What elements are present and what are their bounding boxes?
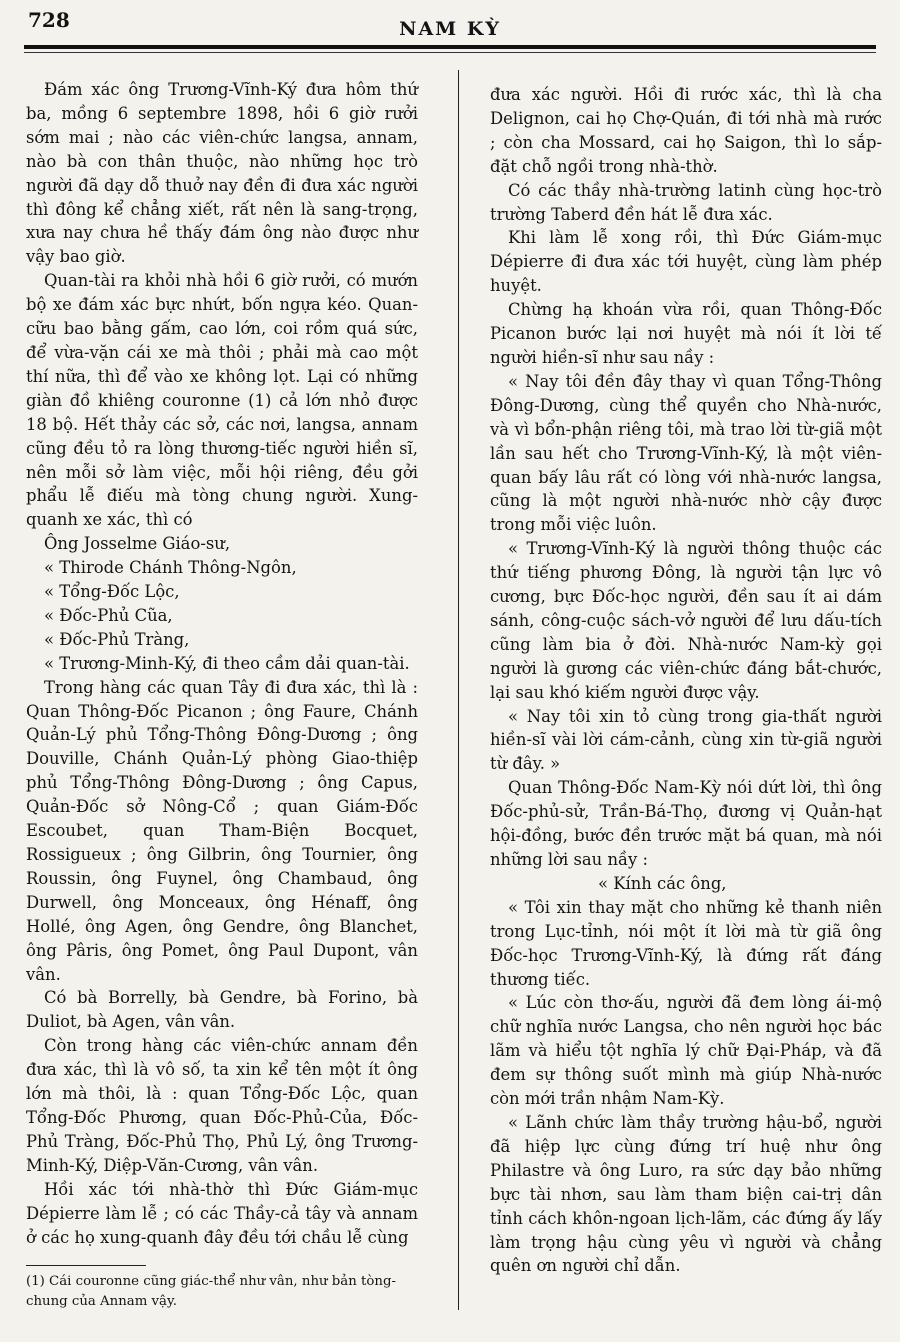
quoted-paragraph: « Tôi xin thay mặt cho những kẻ thanh niên trong Lục-tỉnh, nói một ít lời mà từ giã ông Đốc-học Trương-Vĩnh-Ký, là đứng rất đáng thương tiếc. xyxy=(490,897,882,989)
footnote-rule xyxy=(26,1265,146,1266)
paragraph: Có các thầy nhà-trường latinh cùng học-trò trường Taberd đền hát lễ đưa xác. xyxy=(490,180,882,224)
paragraph: đưa xác người. Hồi đi rước xác, thì là cha Delignon, cai họ Chợ-Quán, đi tới nhà mà rước ; còn cha Mossard, cai họ Saigon, thì lo sắp-đặt chỗ ngồi trong nhà-thờ. xyxy=(490,85,882,176)
header-rule-thin xyxy=(24,52,876,53)
running-title: NAM KỲ xyxy=(399,18,501,40)
page-header xyxy=(0,0,900,56)
paragraph: Quan-tài ra khỏi nhà hồi 6 giờ rưởi, có mướn bộ xe đám xác bực nhứt, bốn ngựa kéo. Quan-cữu bao bằng gấm, cao lớn, coi rồm quá sức, để vừa-vặn cái xe mà thôi ; phải mà cao một thí nữa, thì để vào xe không lọt. Lại có những giàn đồ khiêng couronne (1) cả lớn nhỏ được 18 bộ. Hết thảy các sở, các nơi, langsa, annam cũng đều tỏ ra lòng thương-tiếc người hiền sĩ, nên mỗi sở làm việc, mỗi hội riêng, đều gởi phẩu lễ điếu mà tòng chung người. Xung-quanh xe xác, thì có xyxy=(26,271,418,530)
paragraph: Có bà Borrelly, bà Gendre, bà Forino, bà Duliot, bà Agen, vân vân. xyxy=(26,988,418,1032)
procession-list-item: « Thirode Chánh Thông-Ngôn, xyxy=(44,558,297,578)
quoted-paragraph: « Nay tôi xin tỏ cùng trong gia-thất người hiền-sĩ vài lời cám-cảnh, cùng xin từ-giã người từ đây. » xyxy=(490,706,882,774)
paragraph: Khi làm lễ xong rồi, thì Đức Giám-mục Dépierre đi đưa xác tới huyệt, cùng làm phép huyệt. xyxy=(490,228,882,296)
left-column xyxy=(26,78,418,1263)
quoted-paragraph: « Lúc còn thơ-ấu, người đã đem lòng ái-mộ chữ nghĩa nước Langsa, cho nên người học bác lãm và hiểu tột nghĩa lý chữ Đại-Pháp, và đã đem sự thông suốt mình mà giúp Nhà-nước còn mới trần nhậm Nam-Kỳ. xyxy=(490,993,882,1109)
paragraph: Còn trong hàng các viên-chức annam đền đưa xác, thì là vô số, ta xin kể tên một ít ông lớn mà thôi, là : quan Tổng-Đốc Lộc, quan Tổng-Đốc Phương, quan Đốc-Phủ-Của, Đốc-Phủ Tràng, Đốc-Phủ Thọ, Phủ Lý, ông Trương-Minh-Ký, Diệp-Văn-Cương, vân vân. xyxy=(26,1036,418,1175)
procession-list-item: « Tổng-Đốc Lộc, xyxy=(44,582,180,602)
paragraph: Đám xác ông Trương-Vĩnh-Ký đưa hôm thứ ba, mồng 6 septembre 1898, hồi 6 giờ rưởi sớm mai ; nào các viên-chức langsa, annam, nào bà con thân thuộc, nào những học trò người đã dạy dỗ thuở nay đền đi đưa xác người thì đông kể chẳng xiết, rất nên là sang-trọng, xưa nay chưa hề thấy đám ông nào được như vậy bao giờ. xyxy=(26,80,418,267)
right-column xyxy=(490,83,882,1313)
paragraph: Quan Thông-Đốc Nam-Kỳ nói dứt lời, thì ông Đốc-phủ-sử, Trần-Bá-Thọ, đương vị Quản-hạt hội-đồng, bước đền trước mặt bá quan, mà nói những lời sau nầy : xyxy=(490,778,882,869)
column-divider xyxy=(458,70,459,1310)
procession-list-item: « Đốc-Phủ Tràng, xyxy=(44,629,190,649)
procession-list-item: « Đốc-Phủ Cũa, xyxy=(44,605,173,625)
footnote: (1) Cái couronne cũng giác-thể như vân, như bản tòng-chung của Annam vậy. xyxy=(26,1274,396,1309)
procession-list-item: « Trương-Minh-Ký, đi theo cầm dải quan-tài. xyxy=(44,653,410,673)
quoted-paragraph: « Nay tôi đền đây thay vì quan Tổng-Thông Đông-Dương, cùng thể quyền cho Nhà-nước, và vì bổn-phận riêng tôi, mà trao lời từ-giã một lần sau hết cho Trương-Vĩnh-Ký, là một viên-quan bấy lâu rất có lòng với nhà-nước langsa, cũng là một người nhà-nước nhờ cậy được trong mỗi việc luôn. xyxy=(490,371,882,535)
quoted-paragraph: « Trương-Vĩnh-Ký là người thông thuộc các thứ tiếng phương Đông, là người tận lực vô cương, bực Đốc-học người, đền sau ít ai dám sánh, công-cuộc sách-vở người để lưu dấu-tích cũng làm bia ở đời. Nhà-nước Nam-kỳ gọi người là gương các viên-chức đáng bắt-chước, lại sau khó kiếm người được vậy. xyxy=(490,539,882,702)
page-number: 728 xyxy=(28,8,70,32)
paragraph: Trong hàng các quan Tây đi đưa xác, thì là : Quan Thông-Đốc Picanon ; ông Faure, Chánh Quản-Lý phủ Tổng-Thông Đông-Dương ; ông Douville, Chánh Quản-Lý phòng Giao-thiệp phủ Tổng-Thông Đông-Dương ; ông Capus, Quản-Đốc sở Nông-Cổ ; quan Giám-Đốc Escoubet, quan Tham-Biện Bocquet, Rossigueux ; ông Gilbrin, ông Tournier, ông Roussin, ông Fuynel, ông Chambaud, ông Durwell, ông Monceaux, ông Hénaff, ông Hollé, ông Agen, ông Gendre, ông Blanchet, ông Pâris, ông Pomet, ông Paul Dupont, vân vân. xyxy=(26,677,418,984)
quoted-paragraph: « Lãnh chức làm thầy trường hậu-bổ, người đã hiệp lực cùng đứng trí huệ như ông Philastre và ông Luro, ra sức dạy bảo những bực tài nhơn, sau làm tham biện cai-trị dân tỉnh cách khôn-ngoan lịch-lãm, các đứng ấy lấy làm trọng hậu cùng yêu vì người và chẳng quên ơn người chỉ dẫn. xyxy=(490,1112,882,1276)
procession-list-item: Ông Josselme Giáo-sư, xyxy=(44,534,231,554)
paragraph: Hồi xác tới nhà-thờ thì Đức Giám-mục Dépierre làm lễ ; có các Thầy-cả tây và annam ở các họ xung-quanh đây đều tới chầu lễ cùng xyxy=(26,1179,418,1247)
header-rule-thick xyxy=(24,45,876,49)
paragraph: Chừng hạ khoán vừa rồi, quan Thông-Đốc Picanon bước lại nơi huyệt mà nói ít lời tế người hiền-sĩ như sau nầy : xyxy=(490,300,882,367)
quoted-paragraph: « Kính các ông, xyxy=(598,873,727,893)
